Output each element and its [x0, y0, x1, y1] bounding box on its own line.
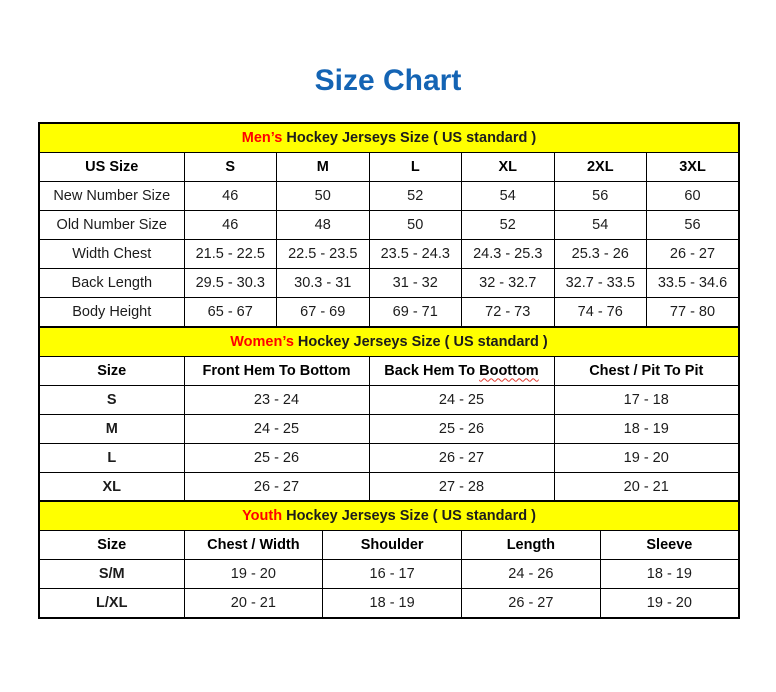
column-header: XL: [462, 153, 555, 182]
column-header: Chest / Width: [184, 531, 323, 560]
row-label: S: [39, 385, 184, 414]
column-header: L: [369, 153, 462, 182]
cell: 50: [369, 211, 462, 240]
cell: 67 - 69: [277, 298, 370, 328]
mens-banner-text: Hockey Jerseys Size ( US standard ): [282, 130, 537, 146]
page-title: Size Chart: [314, 64, 462, 97]
cell: 46: [184, 211, 277, 240]
cell: 25 - 26: [369, 414, 554, 443]
cell: 23.5 - 24.3: [369, 240, 462, 269]
womens-banner-text: Hockey Jerseys Size ( US standard ): [293, 333, 548, 350]
cell: 24.3 - 25.3: [462, 240, 555, 269]
cell: 21.5 - 22.5: [184, 240, 277, 269]
cell: 18 - 19: [554, 414, 739, 443]
cell: 25 - 26: [184, 443, 369, 472]
table-row: [39, 298, 739, 328]
cell: 46: [184, 182, 277, 211]
cell: 20 - 21: [554, 472, 739, 502]
cell: 29.5 - 30.3: [184, 269, 277, 298]
cell: 23 - 24: [184, 385, 369, 414]
womens-section-banner: [39, 327, 739, 357]
cell: 17 - 18: [554, 385, 739, 414]
cell: 52: [369, 182, 462, 211]
youth-section-banner: [39, 501, 739, 531]
cell: 32 - 32.7: [462, 269, 555, 298]
column-header: Chest / Pit To Pit: [554, 356, 739, 385]
row-label: Width Chest: [39, 240, 184, 269]
row-label: XL: [39, 472, 184, 502]
row-label: New Number Size: [39, 182, 184, 211]
cell: 48: [277, 211, 370, 240]
cell: 26 - 27: [462, 589, 601, 619]
column-header: 3XL: [647, 153, 740, 182]
cell: 54: [462, 182, 555, 211]
womens-header-row: [39, 356, 739, 385]
cell: 72 - 73: [462, 298, 555, 328]
youth-size-table: [38, 500, 740, 619]
cell: 69 - 71: [369, 298, 462, 328]
mens-banner-highlight: Men’s: [241, 130, 283, 146]
cell: 52: [462, 211, 555, 240]
cell: 26 - 27: [184, 472, 369, 502]
cell: 31 - 32: [369, 269, 462, 298]
table-row: [39, 211, 739, 240]
column-header: [369, 356, 554, 385]
row-label: Body Height: [39, 298, 184, 328]
womens-size-table: [38, 326, 740, 503]
womens-banner-row: [39, 327, 739, 357]
column-header: 2XL: [554, 153, 647, 182]
cell: 56: [647, 211, 740, 240]
column-header: Length: [462, 531, 601, 560]
table-row: [39, 182, 739, 211]
womens-banner-highlight: Women’s: [230, 333, 294, 350]
mens-section-banner: [39, 123, 739, 153]
cell: 19 - 20: [600, 589, 739, 619]
mens-banner-row: [39, 123, 739, 153]
row-label: Old Number Size: [39, 211, 184, 240]
table-row: [39, 414, 739, 443]
cell: 56: [554, 182, 647, 211]
cell: 18 - 19: [600, 560, 739, 589]
cell: 33.5 - 34.6: [647, 269, 740, 298]
cell: 20 - 21: [184, 589, 323, 619]
column-header: Size: [39, 356, 184, 385]
table-row: [39, 385, 739, 414]
column-header: Size: [39, 531, 184, 560]
column-header: US Size: [39, 153, 184, 182]
cell: 60: [647, 182, 740, 211]
table-row: [39, 589, 739, 619]
row-label: S/M: [39, 560, 184, 589]
cell: 27 - 28: [369, 472, 554, 502]
youth-banner-row: [39, 501, 739, 531]
table-row: [39, 560, 739, 589]
cell: 19 - 20: [184, 560, 323, 589]
column-header: S: [184, 153, 277, 182]
cell: 26 - 27: [369, 443, 554, 472]
youth-banner-text: Hockey Jerseys Size ( US standard ): [282, 508, 536, 524]
misspelled-word: Boottom: [479, 362, 539, 379]
cell: 19 - 20: [554, 443, 739, 472]
cell: 65 - 67: [184, 298, 277, 328]
cell: 18 - 19: [323, 589, 462, 619]
column-header: Sleeve: [600, 531, 739, 560]
table-row: [39, 443, 739, 472]
cell: 24 - 25: [184, 414, 369, 443]
cell: 24 - 25: [369, 385, 554, 414]
cell: 32.7 - 33.5: [554, 269, 647, 298]
column-header: Front Hem To Bottom: [184, 356, 369, 385]
table-row: [39, 240, 739, 269]
size-chart-tables: [38, 122, 740, 619]
cell: 30.3 - 31: [277, 269, 370, 298]
youth-banner-highlight: Youth: [242, 508, 283, 524]
column-header: Shoulder: [323, 531, 462, 560]
row-label: L/XL: [39, 589, 184, 619]
row-label: L: [39, 443, 184, 472]
cell: 25.3 - 26: [554, 240, 647, 269]
cell: 26 - 27: [647, 240, 740, 269]
mens-size-table: [38, 122, 740, 328]
column-header: M: [277, 153, 370, 182]
youth-header-row: [39, 531, 739, 560]
row-label: Back Length: [39, 269, 184, 298]
cell: 50: [277, 182, 370, 211]
cell: 24 - 26: [462, 560, 601, 589]
table-row: [39, 269, 739, 298]
cell: 22.5 - 23.5: [277, 240, 370, 269]
table-row: [39, 472, 739, 502]
mens-header-row: [39, 153, 739, 182]
cell: 77 - 80: [647, 298, 740, 328]
cell: 54: [554, 211, 647, 240]
column-header-text: Back Hem To: [384, 362, 480, 379]
cell: 16 - 17: [323, 560, 462, 589]
row-label: M: [39, 414, 184, 443]
cell: 74 - 76: [554, 298, 647, 328]
